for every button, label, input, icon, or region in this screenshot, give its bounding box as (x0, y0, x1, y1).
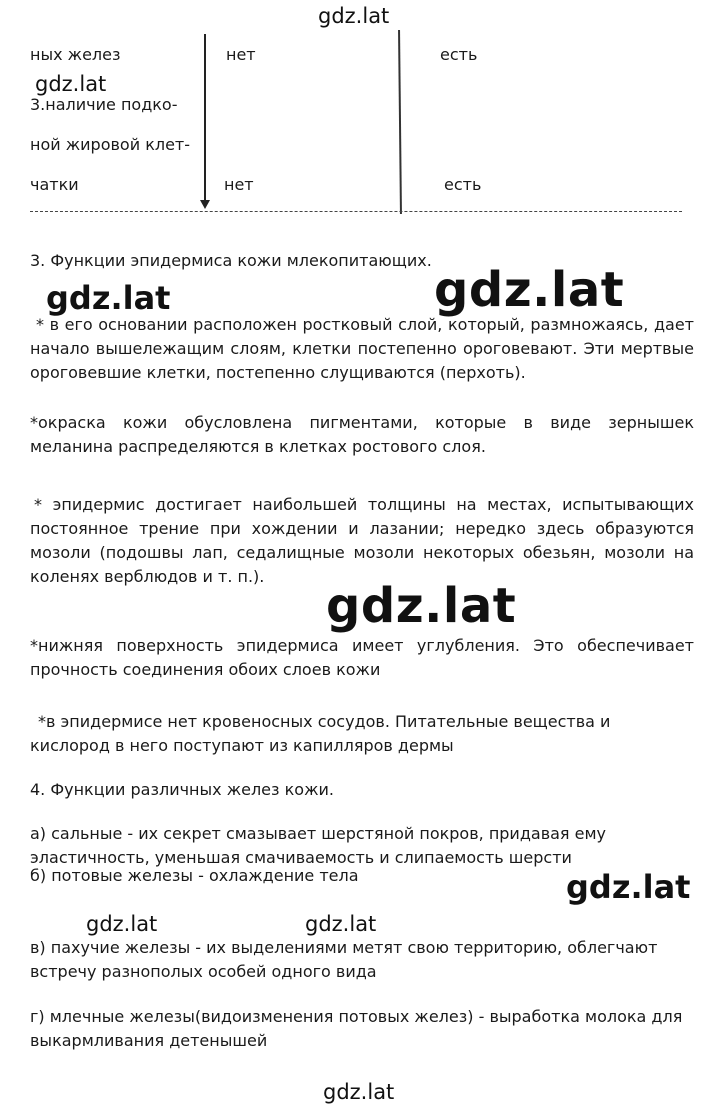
watermark-bottom: gdz.lat (323, 1080, 395, 1104)
watermark-right: gdz.lat (566, 868, 691, 906)
watermark-big-right: gdz.lat (434, 262, 625, 318)
table-row2-label-line1: 3.наличие подко- (30, 95, 178, 114)
table-row2-col2: есть (444, 175, 482, 194)
arrow-down-icon (200, 200, 210, 209)
section3-item-3: * эпидермис достигает наибольшей толщины на местах, испытывающих постоянное трение при хождении и лазании; нередко здесь образуются мозоли (подошвы лап, седалищные мозоли некоторых обезьян, мозоли на коленях верблюдов и т. п.). (30, 495, 694, 586)
table-row2-col1: нет (224, 175, 254, 194)
watermark-small-center: gdz.lat (305, 912, 377, 936)
column-divider (398, 30, 401, 214)
watermark-big-center: gdz.lat (326, 578, 517, 634)
section3-item-2: *окраска кожи обусловлена пигментами, которые в виде зернышек меланина распределяются в клетках ростового слоя. (30, 413, 694, 456)
section4-item-d: г) млечные железы(видоизменения потовых желез) - выработка молока для выкармливания детенышей (30, 1007, 683, 1050)
section3-item-4: *нижняя поверхность эпидермиса имеет углубления. Это обеспечивает прочность соединения обоих слоев кожи (30, 636, 694, 679)
table-row1-col2: есть (440, 45, 478, 64)
table-row1-label: ных желез (30, 45, 121, 64)
table-row1-col1: нет (226, 45, 256, 64)
section3-item-5: *в эпидермисе нет кровеносных сосудов. Питательные вещества и кислород в него поступают из капилляров дермы (30, 712, 611, 755)
table-row2-label-line2: ной жировой клет- (30, 135, 191, 154)
arrow-down-line (204, 34, 206, 204)
section4-heading: 4. Функции различных желез кожи. (30, 780, 334, 799)
dashed-separator (30, 211, 682, 212)
watermark-top: gdz.lat (318, 4, 390, 28)
table-row2-label-line3: чатки (30, 175, 79, 194)
section3-heading: 3. Функции эпидермиса кожи млекопитающих. (30, 251, 432, 270)
section4-item-a: а) сальные - их секрет смазывает шерстяной покров, придавая ему эластичность, уменьшая смачиваемость и слипаемость шерсти (30, 824, 607, 867)
section4-item-b: б) потовые железы - охлаждение тела (30, 866, 359, 885)
section3-item-1: * в его основании расположен ростковый слой, который, размножаясь, дает начало вышележащим слоям, клетки постепенно ороговевают. Эти мертвые ороговевшие клетки, постепенно слущиваются (перхоть). (30, 315, 694, 382)
watermark-small-left: gdz.lat (86, 912, 158, 936)
section4-item-c: в) пахучие железы - их выделениями метят свою территорию, облегчают встречу разнополых особей одного вида (30, 938, 658, 981)
watermark-row1: gdz.lat (35, 72, 107, 96)
watermark-big-left: gdz.lat (46, 279, 171, 317)
